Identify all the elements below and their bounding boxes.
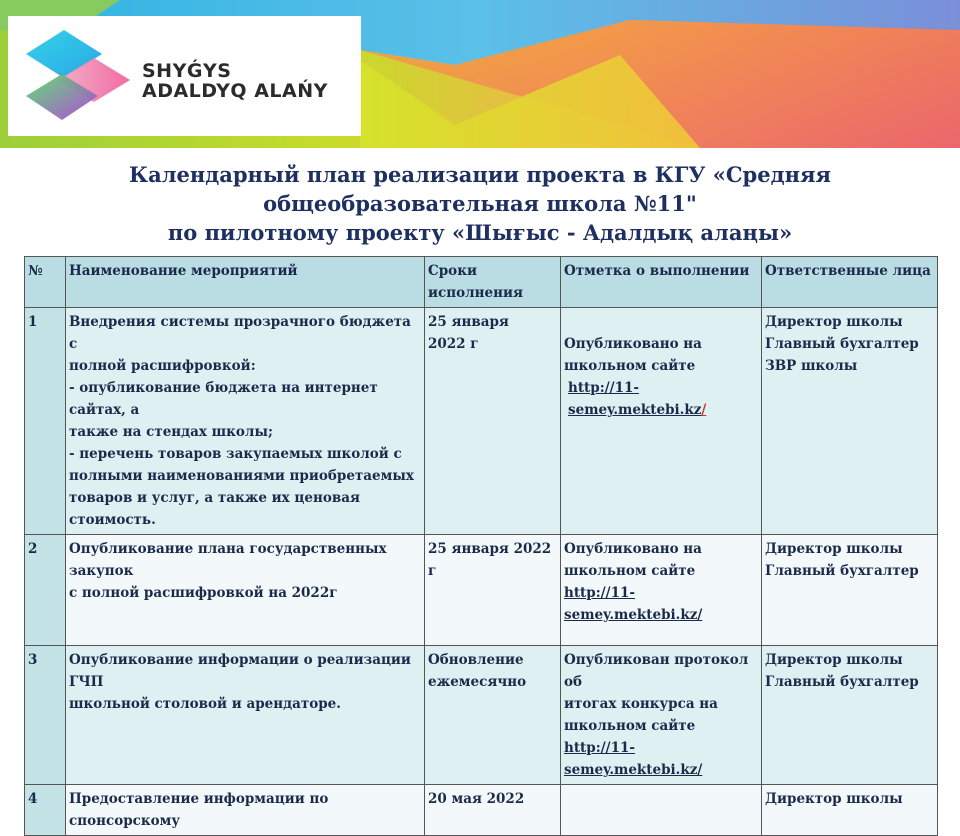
row-responsible — [762, 535, 938, 646]
status-link-line — [564, 759, 758, 781]
event-line: Предоставление информации по спонсорскому — [69, 791, 329, 829]
row-status — [561, 308, 762, 535]
deadline-line: 25 января 2022 г — [428, 541, 552, 579]
status-line: итогах конкурса на — [564, 696, 718, 712]
row-number: 2 — [25, 535, 66, 646]
responsible-line: Главный бухгалтер — [765, 336, 919, 352]
event-line: Внедрения системы прозрачного бюджета с — [69, 314, 411, 352]
event-line: товаров и услуг, а также их ценовая стоимость. — [69, 490, 360, 528]
status-text: школьном сайте — [564, 718, 696, 734]
responsible-line: Главный бухгалтер — [765, 563, 919, 579]
row-responsible — [762, 646, 938, 785]
table-header-row — [25, 257, 938, 308]
table-row — [25, 785, 938, 836]
row-event — [66, 785, 425, 836]
school-site-link-suffix[interactable]: / — [701, 402, 707, 418]
status-line: школьном сайте — [564, 358, 696, 374]
title-line-1: Календарный план реализации проекта в КГУ «Средняя — [129, 162, 831, 187]
row-status — [561, 646, 762, 785]
header-num: № — [25, 257, 66, 308]
title-line-3: по пилотному проекту «Шығыс - Адалдық алаңы» — [167, 220, 793, 245]
row-event — [66, 308, 425, 535]
row-deadline — [425, 308, 561, 535]
row-number: 1 — [25, 308, 66, 535]
page-title — [0, 160, 960, 247]
logo — [8, 16, 361, 136]
school-site-link-cont[interactable]: semey.mektebi.kz/ — [564, 607, 703, 623]
event-line: - перечень товаров закупаемых школой с — [69, 446, 402, 462]
logo-wordmark — [142, 61, 328, 101]
row-deadline — [425, 785, 561, 836]
row-number: 3 — [25, 646, 66, 785]
deadline-line: 20 мая 2022 — [428, 791, 525, 807]
responsible-line: Директор школы — [765, 791, 903, 807]
table-row — [25, 308, 938, 535]
school-site-link[interactable]: http://11- — [564, 585, 635, 601]
responsible-line: Директор школы — [765, 541, 903, 557]
row-event — [66, 646, 425, 785]
deadline-line: ежемесячно — [428, 674, 527, 690]
event-line: полной расшифровкой: — [69, 358, 256, 374]
header-deadline-line-1: Сроки — [428, 263, 477, 279]
status-link-line — [564, 715, 758, 759]
responsible-line: Директор школы — [765, 652, 903, 668]
responsible-line: Директор школы — [765, 314, 903, 330]
header-responsible: Ответственные лица — [762, 257, 938, 308]
event-line: - опубликование бюджета на интернет сайтах, а — [69, 380, 378, 418]
event-line: школьной столовой и арендаторе. — [69, 696, 341, 712]
status-link-line — [564, 604, 758, 626]
event-line: полными наименованиями приобретаемых — [69, 468, 414, 484]
row-responsible — [762, 308, 938, 535]
event-line: также на стендах школы; — [69, 424, 273, 440]
plan-table — [24, 256, 938, 836]
deadline-line: 25 января — [428, 314, 509, 330]
event-line: с полной расшифровкой на 2022г — [69, 585, 338, 601]
responsible-line: Главный бухгалтер — [765, 674, 919, 690]
status-link-line — [564, 377, 758, 421]
table-row — [25, 535, 938, 646]
logo-line-1: SHYǴYS — [142, 60, 232, 82]
school-site-link[interactable]: http://11-semey.mektebi.kz — [568, 380, 702, 418]
title-line-2: общеобразовательная школа №11" — [263, 191, 697, 216]
event-line: Опубликование информации о реализации ГЧП — [69, 652, 411, 690]
row-status — [561, 785, 762, 836]
deadline-line: Обновление — [428, 652, 524, 668]
status-line: Опубликован протокол об — [564, 652, 749, 690]
school-site-link[interactable]: http://11- — [564, 740, 635, 756]
status-line: Опубликовано на — [564, 541, 702, 557]
status-line: Опубликовано на — [564, 336, 702, 352]
header-deadline-line-2: исполнения — [428, 285, 523, 301]
header-event: Наименование мероприятий — [66, 257, 425, 308]
header-status: Отметка о выполнении — [561, 257, 762, 308]
table-row — [25, 646, 938, 785]
row-number: 4 — [25, 785, 66, 836]
logo-line-2: ADALDYQ ALAŃY — [142, 80, 328, 102]
header-deadline — [425, 257, 561, 308]
row-event — [66, 535, 425, 646]
logo-diamond-icon — [24, 28, 132, 124]
row-deadline — [425, 535, 561, 646]
responsible-line: ЗВР школы — [765, 358, 858, 374]
row-responsible — [762, 785, 938, 836]
status-link-line — [564, 560, 758, 604]
row-deadline — [425, 646, 561, 785]
row-status — [561, 535, 762, 646]
deadline-line: 2022 г — [428, 336, 479, 352]
status-text: школьном сайте — [564, 563, 696, 579]
school-site-link-cont[interactable]: semey.mektebi.kz/ — [564, 762, 703, 778]
event-line: Опубликование плана государственных закупок — [69, 541, 387, 579]
